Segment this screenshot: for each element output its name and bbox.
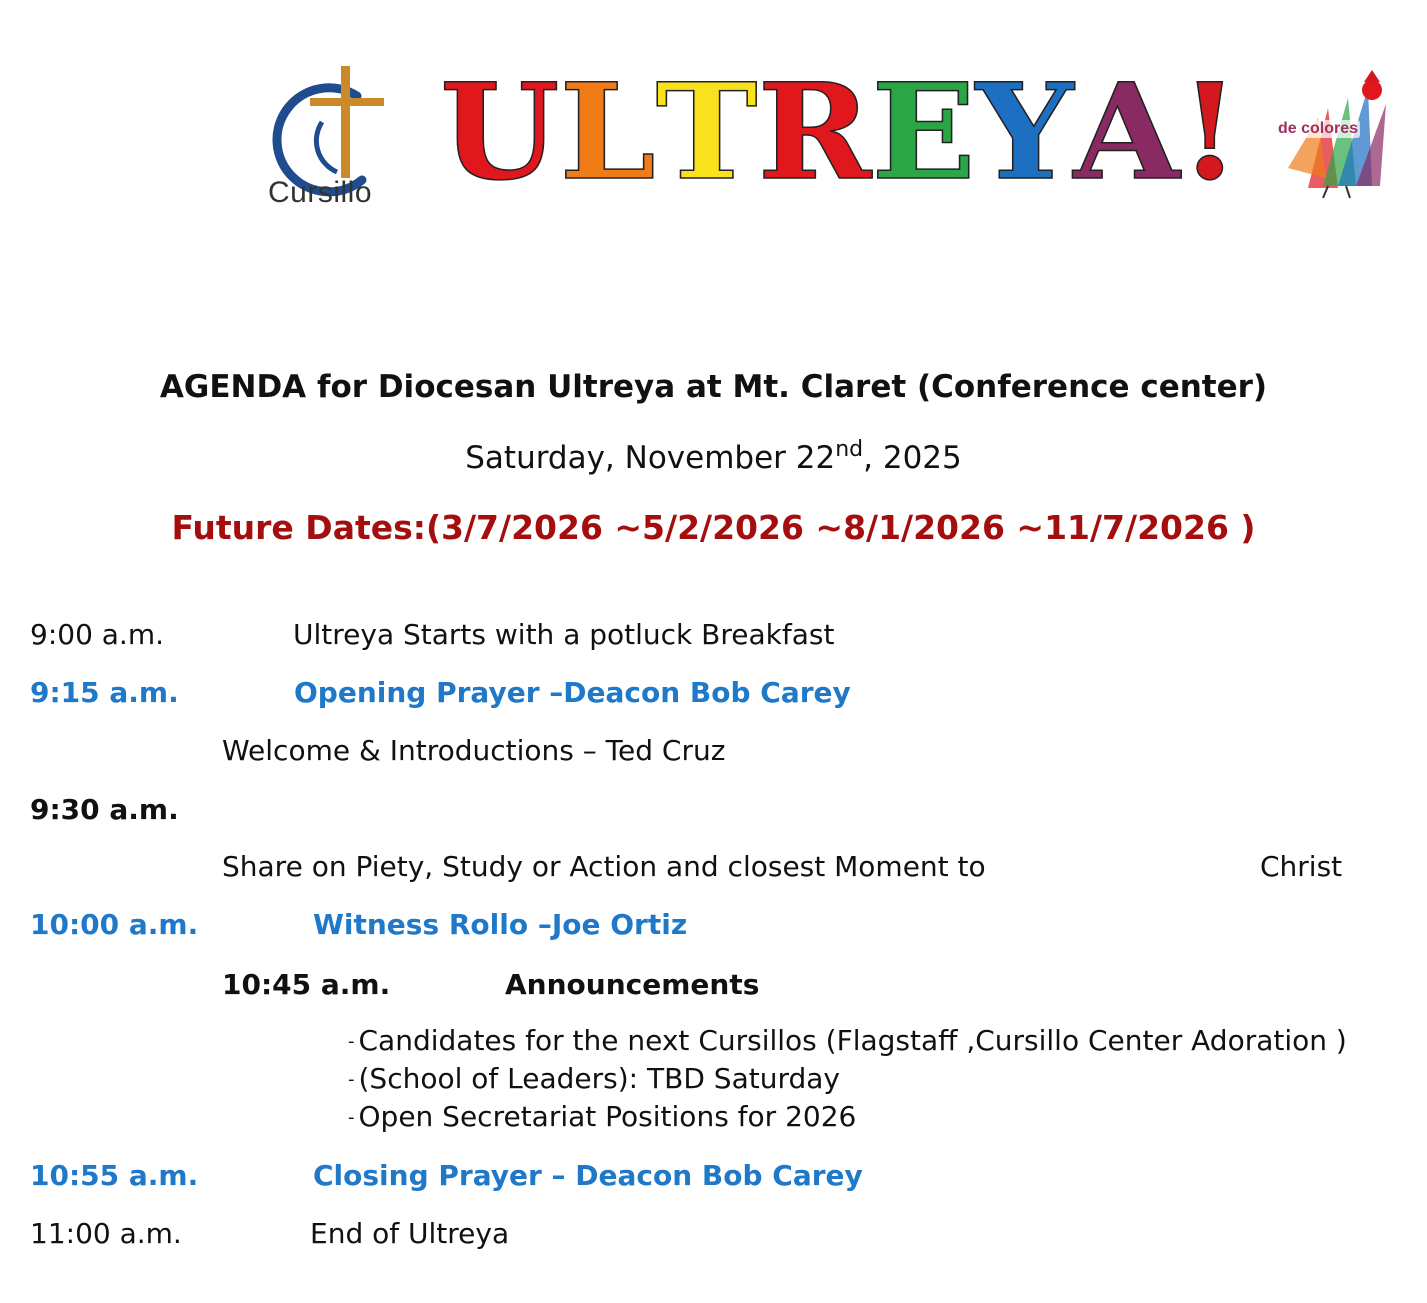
schedule-item-announcements: Announcements — [505, 968, 760, 1001]
schedule-item-opening-prayer: Opening Prayer –Deacon Bob Carey — [294, 676, 851, 709]
date-ordinal-suffix: nd — [835, 437, 864, 462]
banner-letter: L — [559, 54, 656, 210]
schedule-time-1055: 10:55 a.m. — [30, 1159, 199, 1192]
announcement-item: - (School of Leaders): TBD Saturday — [348, 1062, 840, 1095]
agenda-title: AGENDA for Diocesan Ultreya at Mt. Claret (Conference center) — [159, 369, 1268, 405]
banner-letter: A — [1073, 54, 1180, 210]
schedule-item-end: End of Ultreya — [310, 1217, 510, 1250]
event-date — [0, 437, 1427, 476]
schedule-time-0900: 9:00 a.m. — [30, 618, 165, 651]
banner-letter: Y — [975, 54, 1074, 210]
date-prefix: Saturday, November 22 — [465, 440, 836, 476]
banner-letter: E — [871, 54, 976, 210]
svg-text:ULTREYA! — [440, 54, 1240, 209]
announcement-item: - Candidates for the next Cursillos (Flagstaff ,Cursillo Center Adoration ) — [348, 1024, 1347, 1057]
cursillo-logo-text: Cursillo — [268, 176, 373, 209]
schedule-item-welcome: Welcome & Introductions – Ted Cruz — [222, 734, 726, 767]
announcement-text: (School of Leaders): TBD Saturday — [358, 1062, 840, 1095]
schedule-time-1100: 11:00 a.m. — [30, 1217, 182, 1250]
schedule-item-witness-rollo: Witness Rollo –Joe Ortiz — [313, 908, 688, 941]
schedule-item-share: Share on Piety, Study or Action and closest Moment to — [222, 850, 986, 883]
schedule-item-closing-prayer: Closing Prayer – Deacon Bob Carey — [313, 1159, 863, 1192]
schedule-time-0930: 9:30 a.m. — [30, 793, 179, 826]
schedule-item-share-end: Christ — [1260, 850, 1343, 883]
announcement-text: Candidates for the next Cursillos (Flagstaff ,Cursillo Center Adoration ) — [358, 1024, 1347, 1057]
schedule-time-0915: 9:15 a.m. — [30, 676, 179, 709]
banner-letter: ! — [1179, 54, 1240, 210]
schedule-time-1000: 10:00 a.m. — [30, 908, 199, 941]
announcement-text: Open Secretariat Positions for 2026 — [358, 1100, 857, 1133]
banner-letter: U — [440, 54, 560, 210]
schedule-item-breakfast: Ultreya Starts with a potluck Breakfast — [293, 618, 835, 651]
ultreya-banner — [440, 54, 1240, 210]
banner-letter: R — [757, 54, 872, 210]
de-colores-text: de colores — [1278, 120, 1359, 137]
schedule-time-1045: 10:45 a.m. — [222, 968, 391, 1001]
date-year: , 2025 — [863, 440, 962, 476]
announcement-item: - Open Secretariat Positions for 2026 — [348, 1100, 857, 1133]
banner-letter: T — [655, 54, 758, 210]
future-dates: Future Dates:(3/7/2026 ~5/2/2026 ~8/1/2026 ~11/7/2026 ) — [171, 508, 1256, 547]
